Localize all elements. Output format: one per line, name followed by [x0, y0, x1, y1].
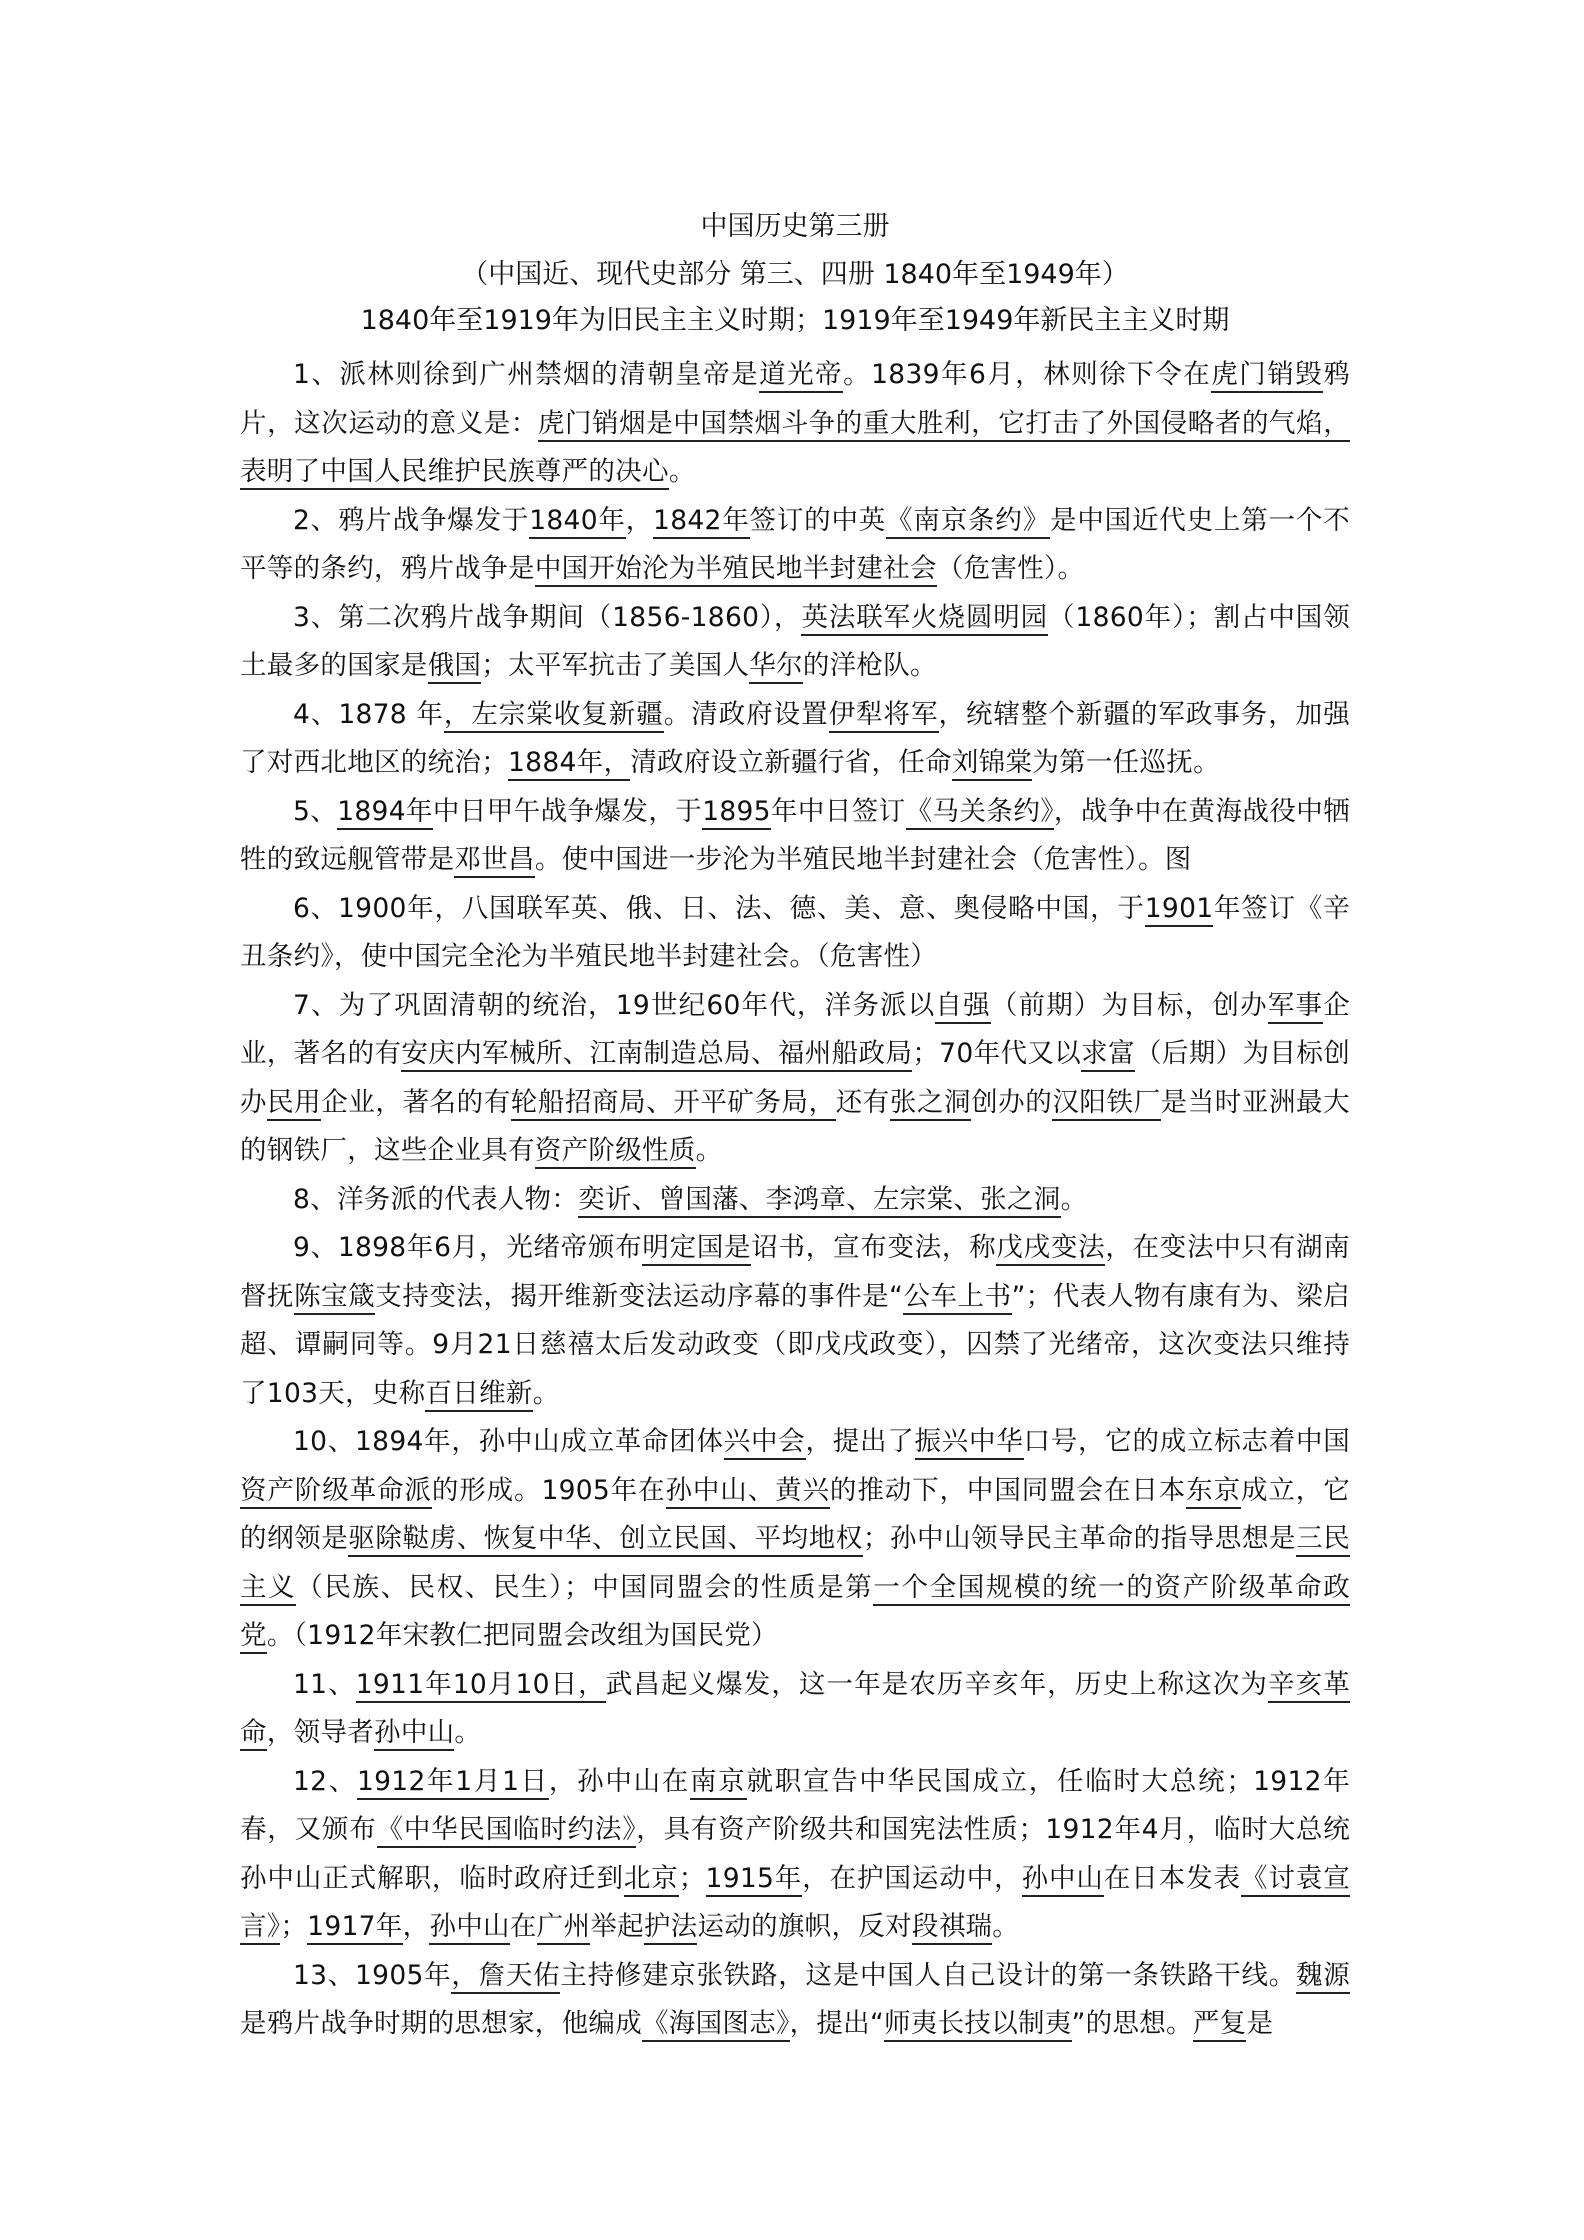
paragraph-text: ”的思想。: [1071, 2008, 1193, 2039]
underlined-answer: 陈宝箴: [294, 1281, 375, 1315]
underlined-answer: 戊戌变法: [996, 1232, 1105, 1266]
paragraph-text: 清政府设立新疆行省，任命: [630, 747, 952, 778]
underlined-answer: 汉阳铁厂: [1052, 1087, 1160, 1121]
underlined-answer: 1894年: [337, 796, 433, 830]
underlined-answer: 严复: [1193, 2008, 1247, 2042]
paragraph-text: ，: [625, 504, 654, 536]
paragraph-text: ，: [402, 1911, 430, 1942]
paragraph-text: 年签订《辛丑条约》，使中国完全沦为半殖民地半封建社会。（危害性）: [240, 892, 1351, 972]
paragraph-text: 的形成。1905年在: [431, 1474, 666, 1506]
paragraph-text: （后期）为目标创办: [240, 1038, 1351, 1118]
paragraph-text: 10、1894年，孙中山成立革命团体: [293, 1426, 724, 1457]
underlined-answer: 兴中会: [724, 1426, 806, 1460]
underlined-answer: 《讨袁宣言》: [240, 1863, 1350, 1946]
paragraph-text: 企业，著名的有: [321, 1086, 511, 1118]
paragraph-text: 。: [992, 1911, 1020, 1942]
underlined-answer: 道光帝: [759, 359, 843, 393]
underlined-answer: 驱除鞑虏、恢复中华、创立民国、平均地权: [348, 1523, 863, 1557]
underlined-answer: 伊犁将军: [829, 699, 939, 733]
paragraph-text: 2、鸦片战争爆发于: [293, 504, 530, 536]
underlined-answer: ，左宗棠收复新疆: [444, 699, 664, 733]
paragraph-text: 武昌起义爆发，这一年是农历辛亥年，历史上称这次为: [605, 1668, 1269, 1700]
underlined-answer: 1915年: [706, 1863, 803, 1897]
document-title: 中国历史第三册: [700, 211, 890, 242]
paragraph-text: ，统辖整个新疆的军政事务，加强了对西北地区的统治；: [240, 698, 1351, 778]
paragraph-text: 创办的: [971, 1086, 1053, 1118]
paragraph-text: ；: [678, 1862, 706, 1894]
paragraph-13: [240, 1952, 1350, 2049]
underlined-answer: 三民主义: [240, 1523, 1350, 1606]
underlined-answer: 孙中山、黄兴: [666, 1475, 830, 1509]
paragraph-text: 支持变法，揭开维新变法运动序幕的事件是“: [375, 1280, 904, 1312]
paragraph-6: [240, 885, 1350, 982]
underlined-answer: 1895: [702, 796, 771, 830]
paragraph-text: 诏书，宣布变法，称: [751, 1232, 997, 1263]
underlined-answer: 振兴中华: [915, 1426, 1024, 1460]
underlined-answer: 明定国是: [642, 1232, 751, 1266]
paragraph-text: 中日甲午战争爆发，于: [432, 795, 703, 827]
paragraph-text: 的洋枪队。: [802, 650, 937, 681]
underlined-answer: 东京: [1186, 1475, 1241, 1509]
paragraph-text: ，领导者: [266, 1717, 375, 1748]
paragraph-text: ”；代表人物有康有为、梁启超、谭嗣同等。9月21日慈禧太后发动政变（即戊戌政变），囚禁了光绪帝，这次变法只维持了103天，史称: [240, 1280, 1351, 1409]
underlined-answer: 《南京条约》: [886, 505, 1050, 539]
underlined-answer: 魏源: [1296, 1960, 1350, 1994]
paragraph-text: （民族、民权、民生）；中国同盟会的性质是第: [296, 1571, 874, 1603]
underlined-answer: 北京: [624, 1863, 679, 1897]
paragraph-text: 。1839年6月，林则徐下令在: [843, 359, 1212, 390]
paragraph-text: 主持修建京张铁路，这是中国人自己设计的第一条铁路干线。: [560, 1959, 1296, 1991]
paragraph-text: 是: [1246, 2008, 1274, 2039]
paragraph-text: 7、为了巩固清朝的统治，19世纪60年代，洋务派以: [293, 989, 936, 1021]
underlined-answer: 公车上书: [903, 1281, 1011, 1315]
paragraph-5: [240, 788, 1350, 885]
underlined-answer: 孙中山: [429, 1911, 509, 1945]
paragraph-text: （前期）为目标，创办: [990, 989, 1268, 1021]
paragraph-text: 13、1905年: [293, 1959, 452, 1991]
paragraph-text: ；70年代又以: [912, 1038, 1082, 1069]
paragraph-text: 举起: [590, 1911, 644, 1942]
paragraph-text: 6、1900年，八国联军英、俄、日、法、德、美、意、奥侵略中国，于: [293, 892, 1145, 924]
underlined-answer: 段祺瑞: [912, 1911, 992, 1945]
underlined-answer: 中国开始沦为半殖民地半封建社会: [535, 553, 937, 587]
underlined-answer: 1840年: [529, 505, 625, 539]
paragraph-text: 运动的旗帜，反对: [697, 1911, 912, 1942]
underlined-answer: 轮船招商局、开平矿务局，: [511, 1087, 836, 1121]
paragraph-text: 是中国近代史上第一个不平等的条约，鸦片战争是: [240, 504, 1350, 584]
paragraph-text: 是鸦片战争时期的思想家，他编成: [240, 2008, 642, 2039]
paragraph-text: 。使中国进一步沦为半殖民地半封建社会（危害性）。图: [534, 844, 1192, 875]
underlined-answer: 虎门销毁: [1211, 359, 1323, 393]
paragraph-list: [240, 351, 1350, 2049]
underlined-answer: ，詹天佑: [451, 1960, 560, 1994]
underlined-answer: 求富: [1081, 1038, 1135, 1072]
paragraph-text: 在: [509, 1911, 537, 1942]
underlined-answer: 师夷长技以制夷: [884, 2008, 1072, 2042]
underlined-answer: 百日维新: [425, 1378, 532, 1412]
underlined-answer: 1884年，: [508, 747, 630, 781]
underlined-answer: 辛亥革命: [240, 1669, 1350, 1752]
paragraph-10: [240, 1418, 1350, 1661]
paragraph-text: 的推动下，中国同盟会在日本: [829, 1474, 1187, 1506]
paragraph-text: ，在变法中只有湖南督抚: [240, 1232, 1351, 1312]
document-subtitle: （中国近、现代史部分 第三、四册 1840年至1949年）: [461, 259, 1129, 290]
paragraph-text: 成立，它的纲领是: [240, 1474, 1350, 1554]
underlined-answer: 《海国图志》: [642, 2008, 790, 2042]
underlined-answer: 孙中山: [374, 1717, 454, 1751]
paragraph-text: 12、: [293, 1765, 357, 1797]
paragraph-text: 1、派林则徐到广州禁烟的清朝皇帝是: [293, 359, 760, 390]
underlined-answer: 一个全国规模的统一的资产阶级革命政党: [240, 1572, 1350, 1655]
paragraph-text: ，提出了: [805, 1426, 915, 1457]
underlined-answer: 俄国: [428, 650, 482, 684]
paragraph-text: ，具有资产阶级共和国宪法性质；1912年4月，临时大总统孙中山正式解职，临时政府迁到: [240, 1814, 1351, 1894]
paragraph-text: 4、1878 年: [293, 698, 444, 730]
paragraph-9: [240, 1224, 1350, 1418]
paragraph-text: ，在护国运动中，: [802, 1862, 1022, 1894]
paragraph-text: 是当时亚洲最大的钢铁厂，这些企业具有: [240, 1086, 1350, 1166]
underlined-answer: 英法联军火烧圆明园: [801, 602, 1048, 636]
document-page: [240, 205, 1350, 2049]
paragraph-text: 。: [532, 1377, 560, 1409]
paragraph-text: 。: [454, 1717, 482, 1748]
document-periods: 1840年至1919年为旧民主主义时期；1919年至1949年新民主主义时期: [360, 305, 1230, 336]
underlined-answer: 邓世昌: [454, 844, 534, 878]
paragraph-text: 。: [695, 1135, 723, 1166]
underlined-answer: 安庆内军械所、江南制造总局、福州船政局: [401, 1038, 912, 1072]
underlined-answer: 《马关条约》: [906, 796, 1054, 830]
paragraph-text: 在日本发表: [1103, 1862, 1241, 1894]
underlined-answer: 1917年: [307, 1911, 402, 1945]
underlined-answer: 护法: [644, 1911, 698, 1945]
underlined-answer: 广州: [537, 1911, 591, 1945]
paragraph-12: [240, 1758, 1350, 1952]
paragraph-text: 还有: [835, 1086, 890, 1118]
paragraph-text: （1860年）；割占中国领土最多的国家是: [240, 601, 1351, 681]
paragraph-text: 口号，它的成立标志着中国: [1023, 1426, 1351, 1457]
underlined-answer: 华尔: [749, 650, 803, 684]
paragraph-text: 。: [1060, 1183, 1088, 1215]
paragraph-text: 签订的中英: [749, 504, 887, 536]
paragraph-text: 8、洋务派的代表人物：: [293, 1183, 579, 1215]
paragraph-3: [240, 594, 1350, 691]
paragraph-text: 企业，著名的有: [240, 989, 1351, 1069]
underlined-answer: 虎门销烟是中国禁烟斗争的重大胜利，它打击了外国侵略者的气焰，表明了中国人民维护民族尊严的决心: [240, 408, 1350, 491]
paragraph-text: 5、: [293, 795, 338, 827]
underlined-answer: 民用: [267, 1087, 321, 1121]
paragraph-text: 。清政府设置: [663, 698, 829, 730]
underlined-answer: 资产阶级性质: [535, 1135, 696, 1169]
paragraph-text: （危害性）。: [936, 553, 1085, 584]
paragraph-text: 3、第二次鸦片战争期间（1856-1860），: [293, 601, 802, 633]
paragraph-text: ；孙中山领导民主革命的指导思想是: [862, 1523, 1297, 1554]
underlined-answer: 南京: [690, 1766, 746, 1800]
paragraph-text: ，孙中山在: [548, 1765, 691, 1797]
underlined-answer: 刘锦棠: [952, 747, 1032, 781]
paragraph-11: [240, 1661, 1350, 1758]
underlined-answer: 奕䜣、曾国藩、李鸿章、左宗棠、张之洞: [578, 1184, 1060, 1218]
paragraph-text: 。: [668, 456, 696, 487]
paragraph-1: [240, 351, 1350, 497]
paragraph-text: 9、1898年6月，光绪帝颁布: [293, 1232, 643, 1263]
underlined-answer: 军事: [1268, 990, 1323, 1024]
paragraph-text: 年中日签订: [770, 795, 906, 827]
paragraph-text: 11、: [293, 1668, 356, 1700]
underlined-answer: 孙中山: [1022, 1863, 1104, 1897]
paragraph-2: [240, 497, 1350, 594]
paragraph-text: 鸦片，这次运动的意义是：: [240, 359, 1350, 439]
underlined-answer: 1901: [1145, 893, 1214, 927]
paragraph-text: 为第一任巡抚。: [1032, 747, 1220, 778]
paragraph-text: 。（1912年宋教仁把同盟会改组为国民党）: [266, 1620, 778, 1651]
underlined-answer: 1842年: [653, 505, 749, 539]
underlined-answer: 1912年1月1日: [357, 1766, 549, 1800]
paragraph-8: [240, 1176, 1350, 1225]
underlined-answer: 《中华民国临时约法》: [377, 1814, 637, 1848]
paragraph-text: ；太平军抗击了美国人: [481, 650, 750, 681]
paragraph-text: 就职宣告中华民国成立，任临时大总统；1912年春，又颁布: [240, 1765, 1351, 1845]
paragraph-text: ，提出“: [789, 2008, 884, 2039]
underlined-answer: 1911年10月10日，: [356, 1669, 606, 1703]
paragraph-4: [240, 691, 1350, 788]
paragraph-text: ；: [280, 1911, 308, 1942]
paragraph-7: [240, 982, 1350, 1176]
paragraph-text: ，战争中在黄海战役中牺牲的致远舰管带是: [240, 795, 1350, 875]
underlined-answer: 张之洞: [890, 1087, 971, 1121]
underlined-answer: 资产阶级革命派: [240, 1475, 432, 1509]
underlined-answer: 自强: [935, 990, 990, 1024]
